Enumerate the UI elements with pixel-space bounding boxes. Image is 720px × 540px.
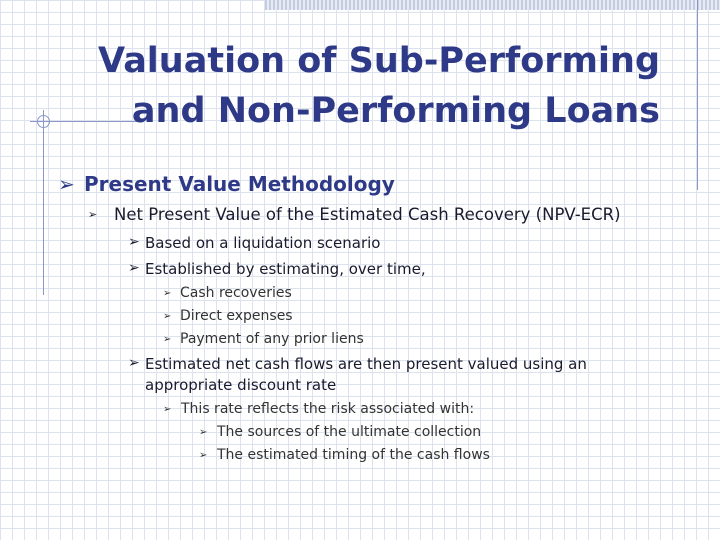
arrow-bullet-icon: ➢ (163, 288, 172, 299)
arrow-bullet-icon: ➢ (163, 334, 172, 345)
decorative-vertical-line-right (697, 0, 698, 190)
top-decorative-band (265, 0, 720, 10)
bullet-level1-text: Present Value Methodology (84, 172, 395, 196)
bullet-level3-c-text-line2: appropriate discount rate (145, 376, 337, 394)
decorative-vertical-line-left (43, 110, 44, 295)
arrow-bullet-icon: ➢ (199, 427, 208, 438)
bullet-level2-text: Net Present Value of the Estimated Cash Recovery (NPV-ECR) (114, 205, 621, 224)
arrow-bullet-icon: ➢ (128, 355, 140, 371)
bullet-level3-a-text: Based on a liquidation scenario (145, 234, 381, 252)
bullet-level4-c1-text: This rate reflects the risk associated with: (181, 401, 475, 417)
bullet-level4-b3-text: Payment of any prior liens (180, 331, 364, 347)
bullet-level5-c1b-text: The estimated timing of the cash flows (217, 447, 490, 463)
arrow-bullet-icon: ➢ (163, 404, 172, 415)
bullet-level3-c-text-line1: Estimated net cash flows are then present valued using an (145, 355, 587, 373)
arrow-bullet-icon: ➢ (128, 234, 140, 250)
arrow-bullet-icon: ➢ (58, 172, 75, 196)
bullet-level4-b1-text: Cash recoveries (180, 285, 292, 301)
slide-title (60, 36, 660, 136)
title-line-1: Valuation of Sub-Performing (98, 41, 660, 81)
bullet-level3-b-text: Established by estimating, over time, (145, 260, 426, 278)
arrow-bullet-icon: ➢ (163, 311, 172, 322)
bullet-level4-b2-text: Direct expenses (180, 308, 293, 324)
arrow-bullet-icon: ➢ (128, 260, 140, 276)
title-line-2: and Non-Performing Loans (131, 91, 660, 131)
arrow-bullet-icon: ➢ (88, 208, 98, 221)
decorative-circle-icon (37, 115, 50, 128)
arrow-bullet-icon: ➢ (199, 450, 208, 461)
bullet-level5-c1a-text: The sources of the ultimate collection (217, 424, 482, 440)
